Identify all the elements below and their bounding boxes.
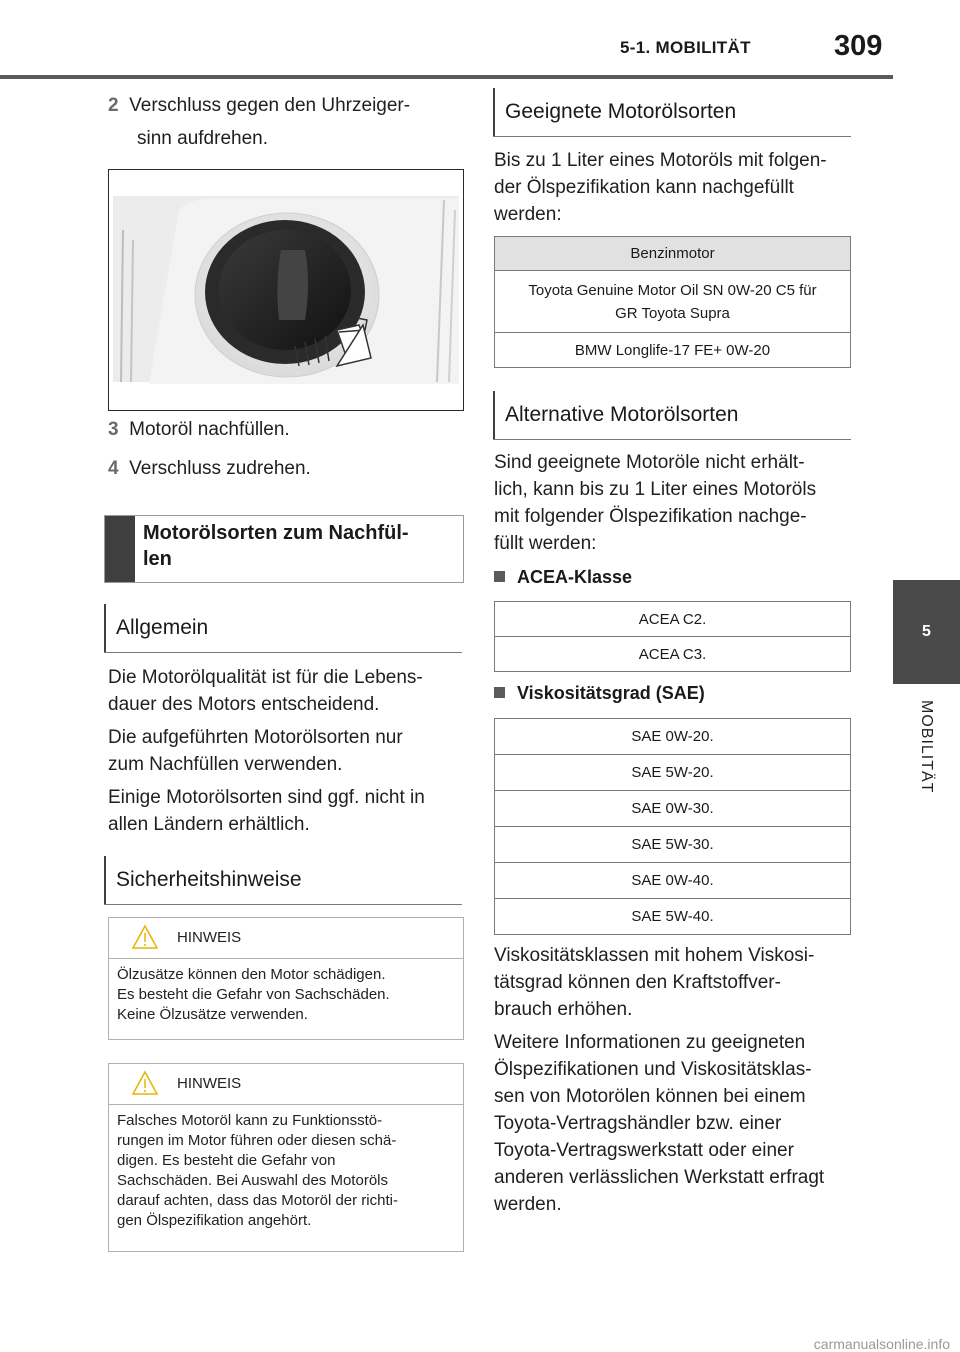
step-3 (108, 416, 468, 443)
acea-heading: ACEA-Klasse (494, 567, 632, 588)
step-text-cont: sinn aufdrehen. (137, 128, 268, 149)
table-cell: ACEA C2. (495, 602, 851, 637)
notice-label: HINWEIS (177, 1075, 242, 1092)
table-cell: SAE 5W-30. (495, 827, 851, 863)
subsection-heading-suitable (493, 88, 851, 137)
table-cell: BMW Longlife-17 FE+ 0W-20 (495, 333, 851, 368)
table-cell: Toyota Genuine Motor Oil SN 0W-20 C5 für GR Toyota Supra (495, 271, 851, 333)
bullet-square (494, 687, 505, 698)
header-rule (0, 75, 893, 79)
subsection-title: Allgemein (116, 616, 209, 639)
oil-cap-illustration (108, 169, 464, 411)
warning-icon (131, 924, 159, 950)
section-heading: Motorölsorten zum Nachfül- len (143, 522, 409, 570)
footer-watermark: carmanualsonline.info (813, 1336, 950, 1352)
bullet-square (494, 571, 505, 582)
step-number: 4 (108, 458, 119, 479)
notice-box-1 (108, 917, 464, 1040)
chapter-side-label: MOBILITÄT (918, 700, 935, 794)
table-cell: SAE 0W-30. (495, 791, 851, 827)
table-sae (494, 718, 851, 935)
allgemein-text: Die Motorölqualität ist für die Lebens- dauer des Motors entscheidend. Die aufgeführten Motorölsorten nur zum Nachfüllen verwenden. Einige Motorölsorten sind ggf. nicht in allen Ländern erhältlich. (108, 667, 425, 835)
subsection-heading-safety (104, 856, 462, 905)
step-text: Verschluss gegen den Uhrzeiger- (129, 95, 411, 116)
section-heading-bar (105, 516, 135, 582)
table-gasoline-oils (494, 236, 851, 368)
step-number: 2 (108, 95, 119, 116)
table-header: Benzinmotor (495, 237, 851, 271)
subsection-heading-alternative (493, 391, 851, 440)
table-acea (494, 601, 851, 672)
section-heading-box (104, 515, 464, 583)
subsection-title: Sicherheitshinweise (116, 868, 302, 891)
step-text: Verschluss zudrehen. (129, 458, 311, 479)
closing-text: Viskositätsklassen mit hohem Viskosi- tätsgrad können den Kraftstoffver- brauch erhöhen. Weitere Informationen zu geeigneten Ölspezifikationen und Viskositätsklas- sen von Motorölen können bei einem Toyota-Vertragshändler bzw. einer Toyota-Vertragswerkstatt oder einer anderen verlässlichen Werkstatt erfragt werden. (494, 945, 825, 1215)
table-cell: SAE 0W-20. (495, 719, 851, 755)
suitable-text: Bis zu 1 Liter eines Motoröls mit folgen- der Ölspezifikation kann nachgefüllt werden: (494, 150, 827, 225)
notice-body: Ölzusätze können den Motor schädigen. Es besteht die Gefahr von Sachschäden. Keine Ölzusätze verwenden. (117, 966, 390, 1023)
running-header-title: 5-1. MOBILITÄT (620, 38, 751, 57)
chapter-number: 5 (922, 623, 931, 640)
step-text: Motoröl nachfüllen. (129, 419, 290, 440)
step-number: 3 (108, 419, 119, 440)
table-cell: SAE 5W-20. (495, 755, 851, 791)
step-2 (108, 92, 468, 152)
step-4 (108, 455, 468, 482)
table-cell: SAE 0W-40. (495, 863, 851, 899)
table-cell: SAE 5W-40. (495, 899, 851, 935)
notice-body: Falsches Motoröl kann zu Funktionsstö- rungen im Motor führen oder diesen schä- digen. Es besteht die Gefahr von Sachschäden. Bei Auswahl des Motoröls darauf achten, dass das Motoröl der richti- gen Ölspezifikation angehört. (117, 1112, 398, 1229)
chapter-tab[interactable] (893, 580, 960, 684)
page-number: 309 (834, 30, 883, 62)
warning-icon (131, 1070, 159, 1096)
notice-box-2 (108, 1063, 464, 1252)
table-cell: ACEA C3. (495, 637, 851, 672)
subsection-heading-allgemein (104, 604, 462, 653)
alternative-text: Sind geeignete Motoröle nicht erhält- lich, kann bis zu 1 Liter eines Motoröls mit folgender Ölspezifikation nachge- füllt werden: (494, 452, 817, 554)
subsection-title: Geeignete Motorölsorten (505, 100, 737, 123)
subsection-title: Alternative Motorölsorten (505, 403, 739, 426)
sae-heading: Viskositätsgrad (SAE) (494, 683, 705, 704)
notice-label: HINWEIS (177, 929, 242, 946)
